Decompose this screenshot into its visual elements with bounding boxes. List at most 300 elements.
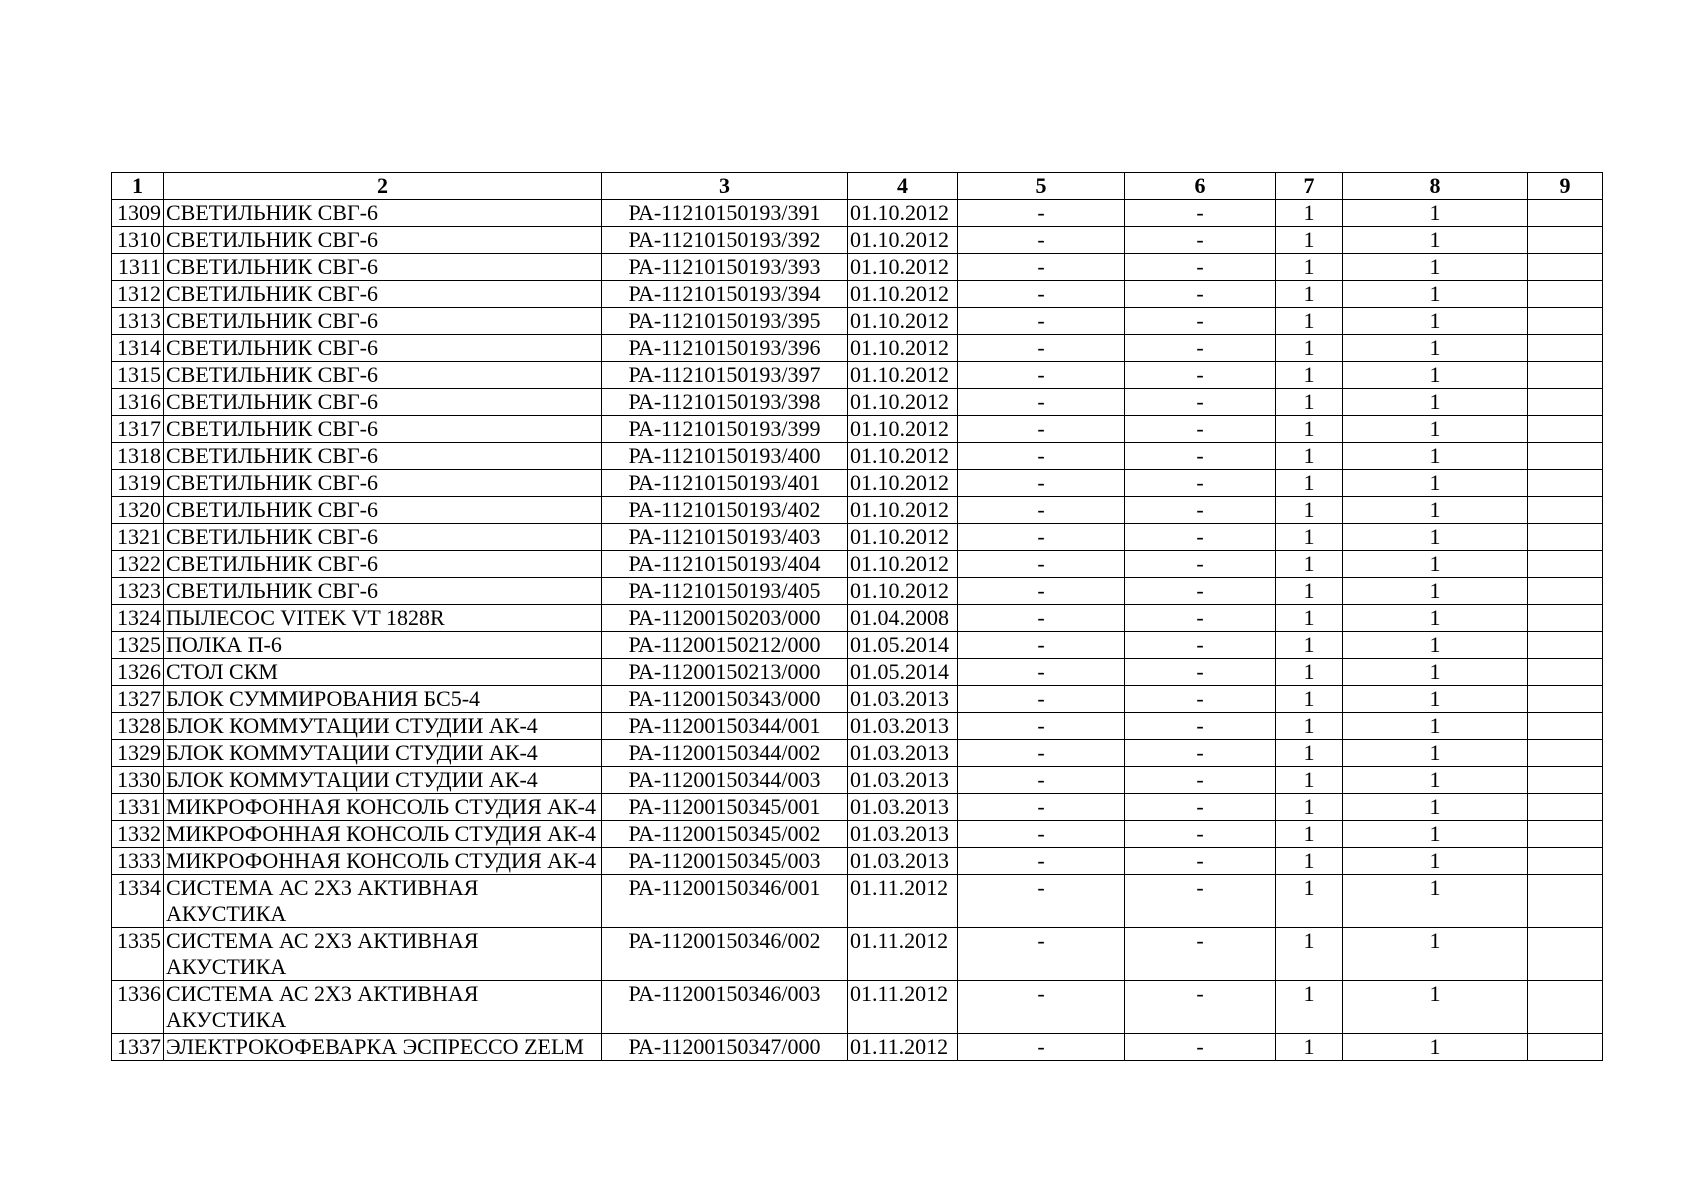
table-row	[112, 821, 1603, 848]
col-5-value: -	[958, 443, 1125, 470]
table-row	[112, 794, 1603, 821]
item-name: СИСТЕМА АС 2Х3 АКТИВНАЯ АКУСТИКА	[164, 928, 602, 981]
row-number: 1313	[112, 308, 164, 335]
table-row	[112, 551, 1603, 578]
col-8-value: 1	[1343, 659, 1528, 686]
table-row	[112, 308, 1603, 335]
item-name: СВЕТИЛЬНИК СВГ-6	[164, 497, 602, 524]
col-6-value: -	[1125, 308, 1276, 335]
inventory-number: РА-11210150193/393	[602, 254, 848, 281]
col-8-value: 1	[1343, 416, 1528, 443]
col-7-value: 1	[1276, 227, 1343, 254]
col-8-value: 1	[1343, 200, 1528, 227]
col-5-value: -	[958, 362, 1125, 389]
row-number: 1311	[112, 254, 164, 281]
col-9-value	[1528, 524, 1603, 551]
row-number: 1333	[112, 848, 164, 875]
col-9-value	[1528, 740, 1603, 767]
col-5-value: -	[958, 335, 1125, 362]
date: 01.05.2014	[848, 659, 958, 686]
table-row	[112, 767, 1603, 794]
col-5-value: -	[958, 848, 1125, 875]
row-number: 1337	[112, 1034, 164, 1061]
table-row	[112, 362, 1603, 389]
item-name: СВЕТИЛЬНИК СВГ-6	[164, 254, 602, 281]
col-8-value: 1	[1343, 389, 1528, 416]
col-7-value: 1	[1276, 200, 1343, 227]
table-row	[112, 443, 1603, 470]
col-5-value: -	[958, 1034, 1125, 1061]
date: 01.11.2012	[848, 981, 958, 1034]
item-name: БЛОК СУММИРОВАНИЯ БС5-4	[164, 686, 602, 713]
col-7-value: 1	[1276, 551, 1343, 578]
col-5-value: -	[958, 767, 1125, 794]
date: 01.10.2012	[848, 416, 958, 443]
col-6-value: -	[1125, 551, 1276, 578]
table-row	[112, 686, 1603, 713]
col-8-value: 1	[1343, 632, 1528, 659]
inventory-number: РА-11200150343/000	[602, 686, 848, 713]
date: 01.10.2012	[848, 551, 958, 578]
table-row	[112, 928, 1603, 981]
col-6-value: -	[1125, 362, 1276, 389]
col-6-value: -	[1125, 740, 1276, 767]
col-9-value	[1528, 308, 1603, 335]
inventory-number: РА-11200150203/000	[602, 605, 848, 632]
col-6-value: -	[1125, 659, 1276, 686]
item-name: СТОЛ СКМ	[164, 659, 602, 686]
row-number: 1317	[112, 416, 164, 443]
table-row	[112, 981, 1603, 1034]
col-6-value: -	[1125, 981, 1276, 1034]
table-row	[112, 875, 1603, 928]
col-5-value: -	[958, 794, 1125, 821]
date: 01.10.2012	[848, 362, 958, 389]
col-7-value: 1	[1276, 848, 1343, 875]
date: 01.03.2013	[848, 686, 958, 713]
col-8-value: 1	[1343, 524, 1528, 551]
inventory-number: РА-11200150346/002	[602, 928, 848, 981]
table-row	[112, 740, 1603, 767]
col-5-value: -	[958, 740, 1125, 767]
date: 01.10.2012	[848, 578, 958, 605]
date: 01.10.2012	[848, 335, 958, 362]
col-header-2: 2	[164, 173, 602, 200]
col-7-value: 1	[1276, 497, 1343, 524]
col-7-value: 1	[1276, 740, 1343, 767]
table-row	[112, 470, 1603, 497]
inventory-number: РА-11210150193/398	[602, 389, 848, 416]
date: 01.10.2012	[848, 254, 958, 281]
col-7-value: 1	[1276, 524, 1343, 551]
col-9-value	[1528, 1034, 1603, 1061]
inventory-number: РА-11210150193/403	[602, 524, 848, 551]
item-name: СВЕТИЛЬНИК СВГ-6	[164, 524, 602, 551]
row-number: 1326	[112, 659, 164, 686]
col-8-value: 1	[1343, 1034, 1528, 1061]
item-name: БЛОК КОММУТАЦИИ СТУДИИ АК-4	[164, 713, 602, 740]
inventory-number: РА-11200150344/002	[602, 740, 848, 767]
row-number: 1329	[112, 740, 164, 767]
col-5-value: -	[958, 659, 1125, 686]
asset-table	[111, 172, 1603, 1061]
header-row	[112, 173, 1603, 200]
date: 01.11.2012	[848, 928, 958, 981]
col-5-value: -	[958, 713, 1125, 740]
col-7-value: 1	[1276, 308, 1343, 335]
col-5-value: -	[958, 605, 1125, 632]
col-6-value: -	[1125, 335, 1276, 362]
row-number: 1320	[112, 497, 164, 524]
date: 01.03.2013	[848, 794, 958, 821]
row-number: 1334	[112, 875, 164, 928]
col-7-value: 1	[1276, 632, 1343, 659]
col-7-value: 1	[1276, 981, 1343, 1034]
inventory-number: РА-11210150193/399	[602, 416, 848, 443]
row-number: 1335	[112, 928, 164, 981]
row-number: 1316	[112, 389, 164, 416]
col-6-value: -	[1125, 416, 1276, 443]
col-header-3: 3	[602, 173, 848, 200]
row-number: 1321	[112, 524, 164, 551]
item-name: СВЕТИЛЬНИК СВГ-6	[164, 335, 602, 362]
item-name: СВЕТИЛЬНИК СВГ-6	[164, 551, 602, 578]
row-number: 1310	[112, 227, 164, 254]
col-9-value	[1528, 928, 1603, 981]
col-9-value	[1528, 200, 1603, 227]
item-name: СВЕТИЛЬНИК СВГ-6	[164, 389, 602, 416]
col-6-value: -	[1125, 605, 1276, 632]
inventory-number: РА-11210150193/405	[602, 578, 848, 605]
col-8-value: 1	[1343, 794, 1528, 821]
inventory-number: РА-11200150212/000	[602, 632, 848, 659]
col-5-value: -	[958, 200, 1125, 227]
item-name: СВЕТИЛЬНИК СВГ-6	[164, 200, 602, 227]
col-7-value: 1	[1276, 443, 1343, 470]
col-5-value: -	[958, 416, 1125, 443]
item-name: МИКРОФОННАЯ КОНСОЛЬ СТУДИЯ АК-4	[164, 848, 602, 875]
item-name: СВЕТИЛЬНИК СВГ-6	[164, 416, 602, 443]
col-8-value: 1	[1343, 875, 1528, 928]
date: 01.03.2013	[848, 713, 958, 740]
item-name: СИСТЕМА АС 2Х3 АКТИВНАЯ АКУСТИКА	[164, 981, 602, 1034]
col-8-value: 1	[1343, 928, 1528, 981]
row-number: 1330	[112, 767, 164, 794]
table-header	[112, 173, 1603, 200]
col-7-value: 1	[1276, 1034, 1343, 1061]
col-9-value	[1528, 848, 1603, 875]
inventory-number: РА-11210150193/391	[602, 200, 848, 227]
col-8-value: 1	[1343, 821, 1528, 848]
col-header-8: 8	[1343, 173, 1528, 200]
col-7-value: 1	[1276, 335, 1343, 362]
date: 01.10.2012	[848, 497, 958, 524]
row-number: 1319	[112, 470, 164, 497]
col-8-value: 1	[1343, 740, 1528, 767]
table-row	[112, 389, 1603, 416]
col-5-value: -	[958, 281, 1125, 308]
col-8-value: 1	[1343, 551, 1528, 578]
col-6-value: -	[1125, 928, 1276, 981]
table-row	[112, 713, 1603, 740]
col-7-value: 1	[1276, 389, 1343, 416]
col-9-value	[1528, 281, 1603, 308]
date: 01.10.2012	[848, 389, 958, 416]
row-number: 1327	[112, 686, 164, 713]
col-6-value: -	[1125, 443, 1276, 470]
col-9-value	[1528, 254, 1603, 281]
table-row	[112, 281, 1603, 308]
col-5-value: -	[958, 308, 1125, 335]
col-6-value: -	[1125, 794, 1276, 821]
date: 01.10.2012	[848, 308, 958, 335]
col-8-value: 1	[1343, 713, 1528, 740]
col-6-value: -	[1125, 200, 1276, 227]
row-number: 1324	[112, 605, 164, 632]
item-name: СИСТЕМА АС 2Х3 АКТИВНАЯ АКУСТИКА	[164, 875, 602, 928]
col-7-value: 1	[1276, 281, 1343, 308]
col-8-value: 1	[1343, 335, 1528, 362]
col-8-value: 1	[1343, 470, 1528, 497]
inventory-number: РА-11210150193/396	[602, 335, 848, 362]
col-7-value: 1	[1276, 254, 1343, 281]
col-6-value: -	[1125, 254, 1276, 281]
col-9-value	[1528, 794, 1603, 821]
row-number: 1314	[112, 335, 164, 362]
col-8-value: 1	[1343, 848, 1528, 875]
inventory-number: РА-11210150193/404	[602, 551, 848, 578]
row-number: 1309	[112, 200, 164, 227]
item-name: ПЫЛЕСОС VITEK VT 1828R	[164, 605, 602, 632]
col-9-value	[1528, 497, 1603, 524]
col-6-value: -	[1125, 686, 1276, 713]
inventory-number: РА-11200150344/001	[602, 713, 848, 740]
col-9-value	[1528, 335, 1603, 362]
col-9-value	[1528, 821, 1603, 848]
item-name: МИКРОФОННАЯ КОНСОЛЬ СТУДИЯ АК-4	[164, 794, 602, 821]
date: 01.03.2013	[848, 821, 958, 848]
col-5-value: -	[958, 928, 1125, 981]
col-5-value: -	[958, 389, 1125, 416]
col-6-value: -	[1125, 632, 1276, 659]
col-9-value	[1528, 578, 1603, 605]
col-8-value: 1	[1343, 308, 1528, 335]
col-6-value: -	[1125, 497, 1276, 524]
inventory-number: РА-11210150193/400	[602, 443, 848, 470]
col-5-value: -	[958, 470, 1125, 497]
col-9-value	[1528, 875, 1603, 928]
col-9-value	[1528, 227, 1603, 254]
col-8-value: 1	[1343, 443, 1528, 470]
date: 01.04.2008	[848, 605, 958, 632]
col-5-value: -	[958, 821, 1125, 848]
col-5-value: -	[958, 578, 1125, 605]
col-9-value	[1528, 416, 1603, 443]
date: 01.03.2013	[848, 848, 958, 875]
date: 01.10.2012	[848, 200, 958, 227]
item-name: ПОЛКА П-6	[164, 632, 602, 659]
col-7-value: 1	[1276, 794, 1343, 821]
date: 01.05.2014	[848, 632, 958, 659]
table-row	[112, 200, 1603, 227]
col-6-value: -	[1125, 767, 1276, 794]
col-6-value: -	[1125, 848, 1276, 875]
col-8-value: 1	[1343, 281, 1528, 308]
inventory-number: РА-11200150347/000	[602, 1034, 848, 1061]
col-7-value: 1	[1276, 605, 1343, 632]
col-7-value: 1	[1276, 821, 1343, 848]
inventory-number: РА-11200150213/000	[602, 659, 848, 686]
col-8-value: 1	[1343, 497, 1528, 524]
inventory-number: РА-11210150193/394	[602, 281, 848, 308]
table-row	[112, 524, 1603, 551]
date: 01.10.2012	[848, 470, 958, 497]
col-7-value: 1	[1276, 659, 1343, 686]
item-name: СВЕТИЛЬНИК СВГ-6	[164, 308, 602, 335]
row-number: 1323	[112, 578, 164, 605]
table-row	[112, 335, 1603, 362]
col-5-value: -	[958, 686, 1125, 713]
date: 01.10.2012	[848, 443, 958, 470]
col-6-value: -	[1125, 389, 1276, 416]
col-6-value: -	[1125, 713, 1276, 740]
item-name: СВЕТИЛЬНИК СВГ-6	[164, 470, 602, 497]
date: 01.10.2012	[848, 524, 958, 551]
item-name: СВЕТИЛЬНИК СВГ-6	[164, 578, 602, 605]
col-8-value: 1	[1343, 254, 1528, 281]
row-number: 1331	[112, 794, 164, 821]
item-name: МИКРОФОННАЯ КОНСОЛЬ СТУДИЯ АК-4	[164, 821, 602, 848]
inventory-number: РА-11210150193/401	[602, 470, 848, 497]
col-7-value: 1	[1276, 686, 1343, 713]
col-6-value: -	[1125, 1034, 1276, 1061]
table-row	[112, 227, 1603, 254]
col-9-value	[1528, 389, 1603, 416]
col-6-value: -	[1125, 821, 1276, 848]
col-7-value: 1	[1276, 416, 1343, 443]
table-row	[112, 416, 1603, 443]
col-9-value	[1528, 443, 1603, 470]
col-6-value: -	[1125, 875, 1276, 928]
item-name: СВЕТИЛЬНИК СВГ-6	[164, 443, 602, 470]
row-number: 1325	[112, 632, 164, 659]
col-6-value: -	[1125, 470, 1276, 497]
date: 01.10.2012	[848, 281, 958, 308]
col-9-value	[1528, 362, 1603, 389]
col-header-6: 6	[1125, 173, 1276, 200]
col-5-value: -	[958, 632, 1125, 659]
col-header-4: 4	[848, 173, 958, 200]
col-9-value	[1528, 659, 1603, 686]
col-8-value: 1	[1343, 981, 1528, 1034]
item-name: СВЕТИЛЬНИК СВГ-6	[164, 362, 602, 389]
col-6-value: -	[1125, 227, 1276, 254]
inventory-number: РА-11200150346/003	[602, 981, 848, 1034]
item-name: СВЕТИЛЬНИК СВГ-6	[164, 281, 602, 308]
col-9-value	[1528, 470, 1603, 497]
col-9-value	[1528, 551, 1603, 578]
col-5-value: -	[958, 875, 1125, 928]
inventory-number: РА-11210150193/392	[602, 227, 848, 254]
item-name: ЭЛЕКТРОКОФЕВАРКА ЭСПРЕССО ZELM	[164, 1034, 602, 1061]
col-7-value: 1	[1276, 578, 1343, 605]
table-row	[112, 254, 1603, 281]
row-number: 1312	[112, 281, 164, 308]
inventory-number: РА-11200150345/003	[602, 848, 848, 875]
row-number: 1336	[112, 981, 164, 1034]
item-name: БЛОК КОММУТАЦИИ СТУДИИ АК-4	[164, 740, 602, 767]
col-header-9: 9	[1528, 173, 1603, 200]
col-5-value: -	[958, 227, 1125, 254]
date: 01.11.2012	[848, 1034, 958, 1061]
date: 01.03.2013	[848, 767, 958, 794]
col-8-value: 1	[1343, 767, 1528, 794]
table-row	[112, 848, 1603, 875]
col-7-value: 1	[1276, 875, 1343, 928]
col-8-value: 1	[1343, 362, 1528, 389]
col-5-value: -	[958, 524, 1125, 551]
col-9-value	[1528, 686, 1603, 713]
row-number: 1322	[112, 551, 164, 578]
table-row	[112, 605, 1603, 632]
table-row	[112, 1034, 1603, 1061]
col-header-1: 1	[112, 173, 164, 200]
col-9-value	[1528, 605, 1603, 632]
col-5-value: -	[958, 497, 1125, 524]
col-8-value: 1	[1343, 605, 1528, 632]
col-9-value	[1528, 767, 1603, 794]
col-9-value	[1528, 713, 1603, 740]
item-name: БЛОК КОММУТАЦИИ СТУДИИ АК-4	[164, 767, 602, 794]
inventory-number: РА-11200150345/002	[602, 821, 848, 848]
inventory-number: РА-11210150193/397	[602, 362, 848, 389]
col-8-value: 1	[1343, 227, 1528, 254]
col-6-value: -	[1125, 281, 1276, 308]
col-8-value: 1	[1343, 578, 1528, 605]
date: 01.03.2013	[848, 740, 958, 767]
col-7-value: 1	[1276, 928, 1343, 981]
col-6-value: -	[1125, 578, 1276, 605]
table-row	[112, 632, 1603, 659]
inventory-number: РА-11200150346/001	[602, 875, 848, 928]
row-number: 1318	[112, 443, 164, 470]
col-7-value: 1	[1276, 362, 1343, 389]
row-number: 1315	[112, 362, 164, 389]
inventory-number: РА-11210150193/395	[602, 308, 848, 335]
col-7-value: 1	[1276, 470, 1343, 497]
col-5-value: -	[958, 981, 1125, 1034]
col-7-value: 1	[1276, 767, 1343, 794]
col-header-7: 7	[1276, 173, 1343, 200]
date: 01.10.2012	[848, 227, 958, 254]
inventory-number: РА-11200150344/003	[602, 767, 848, 794]
table-row	[112, 659, 1603, 686]
col-9-value	[1528, 632, 1603, 659]
col-6-value: -	[1125, 524, 1276, 551]
row-number: 1328	[112, 713, 164, 740]
inventory-number: РА-11200150345/001	[602, 794, 848, 821]
table-row	[112, 497, 1603, 524]
col-7-value: 1	[1276, 713, 1343, 740]
col-header-5: 5	[958, 173, 1125, 200]
row-number: 1332	[112, 821, 164, 848]
col-5-value: -	[958, 254, 1125, 281]
col-5-value: -	[958, 551, 1125, 578]
date: 01.11.2012	[848, 875, 958, 928]
col-9-value	[1528, 981, 1603, 1034]
table-row	[112, 578, 1603, 605]
item-name: СВЕТИЛЬНИК СВГ-6	[164, 227, 602, 254]
